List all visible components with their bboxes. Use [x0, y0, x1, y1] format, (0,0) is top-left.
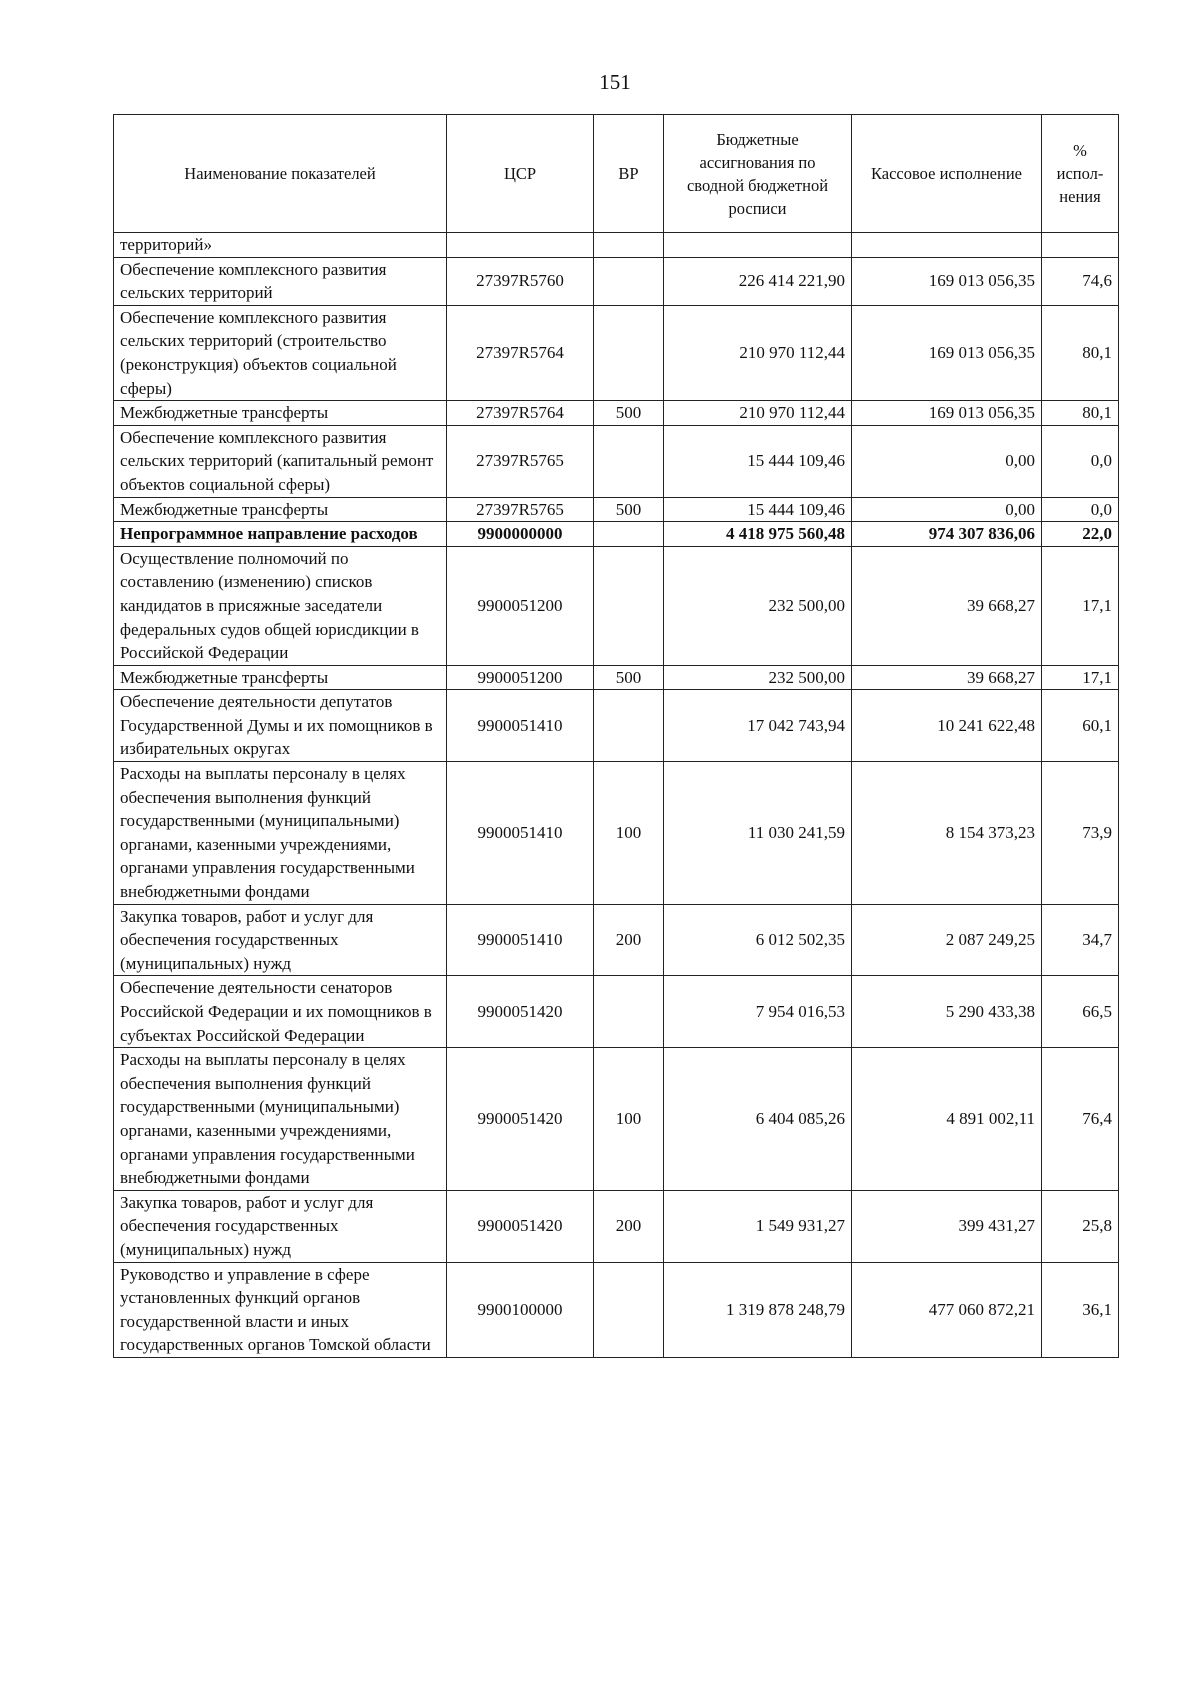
- table-row: [114, 546, 1119, 665]
- row-cash-execution: 2 087 249,25: [852, 904, 1042, 976]
- table-row: [114, 976, 1119, 1048]
- row-vr: 100: [594, 1048, 664, 1191]
- row-assignments: 1 549 931,27: [664, 1190, 852, 1262]
- row-csr: 27397R5764: [447, 401, 594, 426]
- row-cash-execution: 4 891 002,11: [852, 1048, 1042, 1191]
- row-csr: 27397R5760: [447, 257, 594, 305]
- row-vr: [594, 425, 664, 497]
- row-name: Обеспечение комплексного развития сельских территорий (строительство (реконструкция) объектов социальной сферы): [114, 305, 447, 400]
- row-vr: 200: [594, 904, 664, 976]
- budget-execution-table: [113, 114, 1119, 1358]
- row-vr: [594, 1262, 664, 1357]
- row-execution-percent: 76,4: [1042, 1048, 1119, 1191]
- row-name: Руководство и управление в сфере установленных функций органов государственной власти и иных государственных органов Томской области: [114, 1262, 447, 1357]
- row-execution-percent: 22,0: [1042, 522, 1119, 547]
- row-name: Межбюджетные трансферты: [114, 497, 447, 522]
- row-name: Непрограммное направление расходов: [114, 522, 447, 547]
- row-cash-execution: 39 668,27: [852, 665, 1042, 690]
- row-assignments: 4 418 975 560,48: [664, 522, 852, 547]
- row-assignments: 210 970 112,44: [664, 401, 852, 426]
- row-csr: 9900000000: [447, 522, 594, 547]
- table-row: [114, 305, 1119, 400]
- row-vr: [594, 690, 664, 762]
- row-assignments: 11 030 241,59: [664, 762, 852, 905]
- row-execution-percent: 17,1: [1042, 546, 1119, 665]
- table-row: [114, 497, 1119, 522]
- row-execution-percent: 17,1: [1042, 665, 1119, 690]
- table-row: [114, 425, 1119, 497]
- row-name: Обеспечение комплексного развития сельских территорий: [114, 257, 447, 305]
- row-assignments: 15 444 109,46: [664, 497, 852, 522]
- row-csr: 9900051420: [447, 976, 594, 1048]
- row-name: Расходы на выплаты персоналу в целях обеспечения выполнения функций государственными (муниципальными) органами, казенными учреждениями, органами управления государственными внебюджетными фондами: [114, 1048, 447, 1191]
- row-cash-execution: 399 431,27: [852, 1190, 1042, 1262]
- row-assignments: 15 444 109,46: [664, 425, 852, 497]
- header-vr: ВР: [594, 115, 664, 233]
- row-csr: 9900051410: [447, 762, 594, 905]
- table-row: [114, 401, 1119, 426]
- row-execution-percent: 34,7: [1042, 904, 1119, 976]
- row-assignments: 232 500,00: [664, 546, 852, 665]
- row-execution-percent: 74,6: [1042, 257, 1119, 305]
- table-row: [114, 233, 1119, 258]
- row-name: Межбюджетные трансферты: [114, 665, 447, 690]
- row-vr: 500: [594, 497, 664, 522]
- table-row: [114, 665, 1119, 690]
- row-cash-execution: 5 290 433,38: [852, 976, 1042, 1048]
- row-cash-execution: 0,00: [852, 497, 1042, 522]
- header-name: Наименование показателей: [114, 115, 447, 233]
- row-assignments: 6 012 502,35: [664, 904, 852, 976]
- row-cash-execution: 0,00: [852, 425, 1042, 497]
- row-assignments: 232 500,00: [664, 665, 852, 690]
- row-assignments: 17 042 743,94: [664, 690, 852, 762]
- row-execution-percent: 60,1: [1042, 690, 1119, 762]
- row-cash-execution: [852, 233, 1042, 258]
- row-execution-percent: 36,1: [1042, 1262, 1119, 1357]
- row-csr: 27397R5764: [447, 305, 594, 400]
- row-vr: [594, 546, 664, 665]
- row-vr: 500: [594, 401, 664, 426]
- row-csr: 27397R5765: [447, 497, 594, 522]
- row-name: Межбюджетные трансферты: [114, 401, 447, 426]
- row-csr: 9900100000: [447, 1262, 594, 1357]
- row-name: Обеспечение деятельности сенаторов Российской Федерации и их помощников в субъектах Российской Федерации: [114, 976, 447, 1048]
- table-row: [114, 690, 1119, 762]
- row-assignments: 1 319 878 248,79: [664, 1262, 852, 1357]
- row-vr: 500: [594, 665, 664, 690]
- row-vr: 100: [594, 762, 664, 905]
- row-execution-percent: [1042, 233, 1119, 258]
- row-vr: [594, 233, 664, 258]
- row-name: территорий»: [114, 233, 447, 258]
- row-csr: 9900051200: [447, 665, 594, 690]
- row-csr: 9900051420: [447, 1190, 594, 1262]
- row-name: Обеспечение комплексного развития сельских территорий (капитальный ремонт объектов социальной сферы): [114, 425, 447, 497]
- row-execution-percent: 80,1: [1042, 401, 1119, 426]
- row-assignments: [664, 233, 852, 258]
- table-row: [114, 522, 1119, 547]
- row-vr: [594, 976, 664, 1048]
- header-execution-percent: % испол-нения: [1042, 115, 1119, 233]
- row-csr: [447, 233, 594, 258]
- row-cash-execution: 169 013 056,35: [852, 305, 1042, 400]
- table-row: [114, 904, 1119, 976]
- row-vr: [594, 522, 664, 547]
- row-execution-percent: 25,8: [1042, 1190, 1119, 1262]
- row-assignments: 6 404 085,26: [664, 1048, 852, 1191]
- row-cash-execution: 10 241 622,48: [852, 690, 1042, 762]
- row-vr: [594, 305, 664, 400]
- table-row: [114, 1262, 1119, 1357]
- row-csr: 9900051420: [447, 1048, 594, 1191]
- row-cash-execution: 169 013 056,35: [852, 257, 1042, 305]
- table-row: [114, 1048, 1119, 1191]
- row-vr: [594, 257, 664, 305]
- header-cash-execution: Кассовое исполнение: [852, 115, 1042, 233]
- row-name: Расходы на выплаты персоналу в целях обеспечения выполнения функций государственными (муниципальными) органами, казенными учреждениями, органами управления государственными внебюджетными фондами: [114, 762, 447, 905]
- row-cash-execution: 39 668,27: [852, 546, 1042, 665]
- header-assignments: Бюджетные ассигнования по сводной бюджетной росписи: [664, 115, 852, 233]
- row-csr: 9900051410: [447, 904, 594, 976]
- row-cash-execution: 8 154 373,23: [852, 762, 1042, 905]
- row-cash-execution: 974 307 836,06: [852, 522, 1042, 547]
- header-csr: ЦСР: [447, 115, 594, 233]
- row-execution-percent: 0,0: [1042, 497, 1119, 522]
- row-assignments: 7 954 016,53: [664, 976, 852, 1048]
- table-body: [114, 233, 1119, 1358]
- table-row: [114, 762, 1119, 905]
- row-name: Осуществление полномочий по составлению (изменению) списков кандидатов в присяжные заседатели федеральных судов общей юрисдикции в Российской Федерации: [114, 546, 447, 665]
- row-assignments: 226 414 221,90: [664, 257, 852, 305]
- row-csr: 9900051410: [447, 690, 594, 762]
- row-name: Закупка товаров, работ и услуг для обеспечения государственных (муниципальных) нужд: [114, 904, 447, 976]
- table-row: [114, 1190, 1119, 1262]
- row-execution-percent: 73,9: [1042, 762, 1119, 905]
- row-vr: 200: [594, 1190, 664, 1262]
- row-assignments: 210 970 112,44: [664, 305, 852, 400]
- table-row: [114, 257, 1119, 305]
- row-name: Обеспечение деятельности депутатов Государственной Думы и их помощников в избирательных округах: [114, 690, 447, 762]
- row-execution-percent: 80,1: [1042, 305, 1119, 400]
- row-cash-execution: 169 013 056,35: [852, 401, 1042, 426]
- row-csr: 27397R5765: [447, 425, 594, 497]
- row-csr: 9900051200: [447, 546, 594, 665]
- table-header-row: [114, 115, 1119, 233]
- row-execution-percent: 66,5: [1042, 976, 1119, 1048]
- page-number: 151: [599, 70, 631, 94]
- row-execution-percent: 0,0: [1042, 425, 1119, 497]
- row-cash-execution: 477 060 872,21: [852, 1262, 1042, 1357]
- row-name: Закупка товаров, работ и услуг для обеспечения государственных (муниципальных) нужд: [114, 1190, 447, 1262]
